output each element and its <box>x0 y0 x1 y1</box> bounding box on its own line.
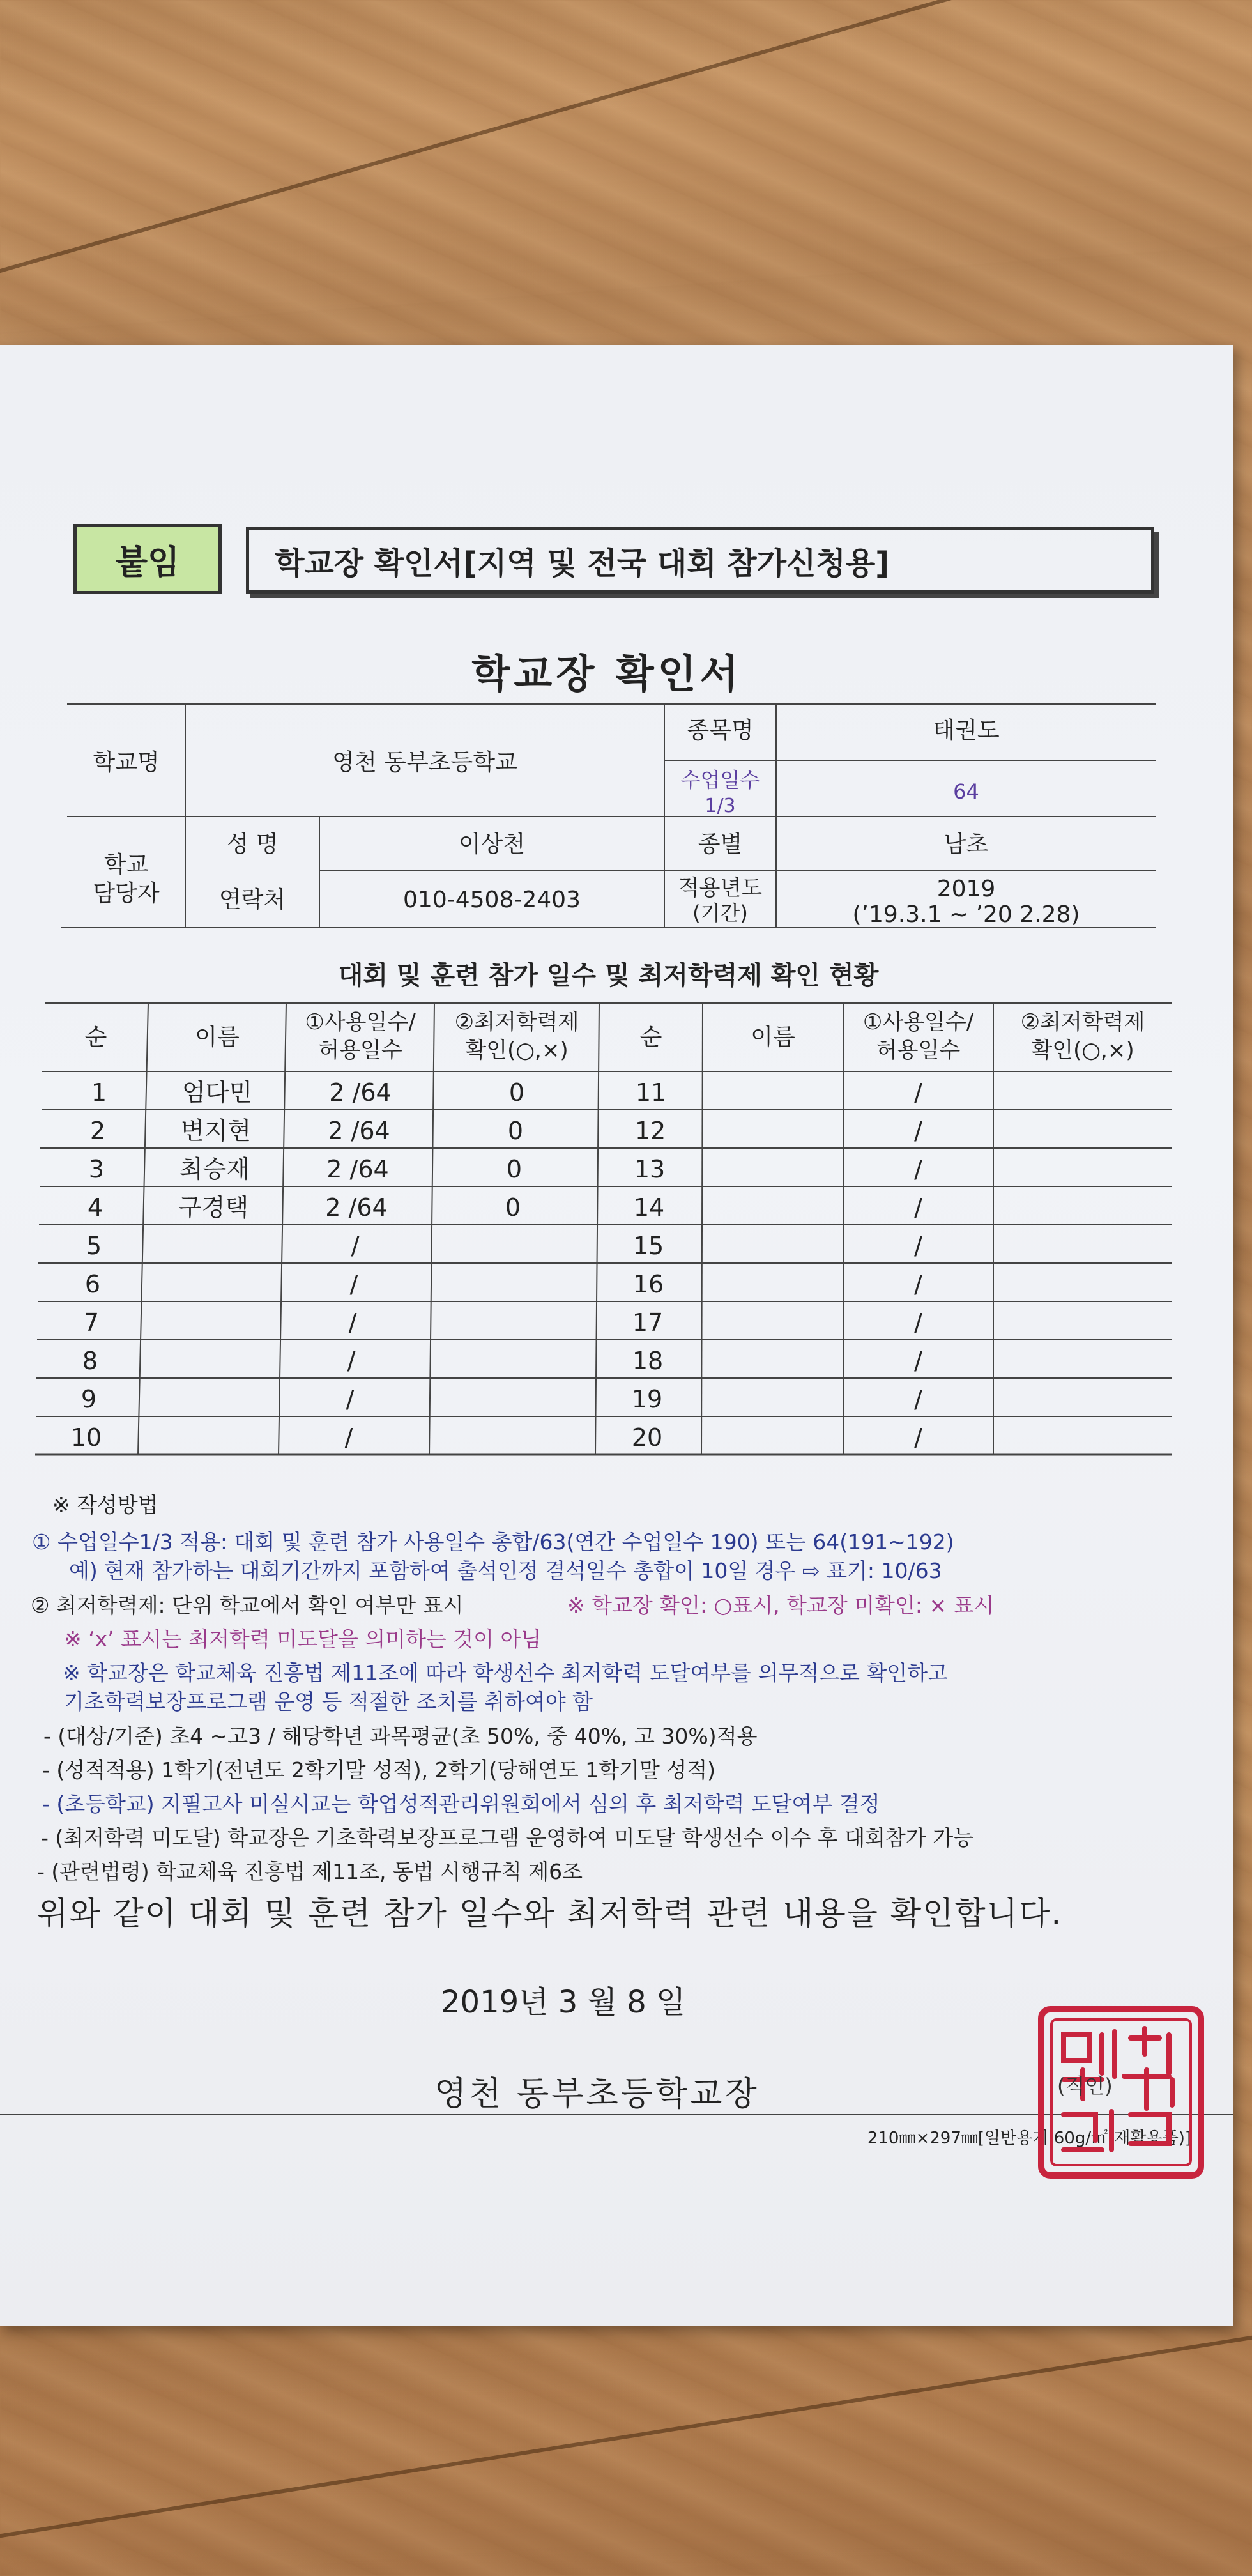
row-used: / <box>914 1423 922 1452</box>
detail-2: - (성적적용) 1학기(전년도 2학기말 성적), 2학기(당해연도 1학기말 성적) <box>42 1758 716 1782</box>
notes-heading: ※ 작성방법 <box>52 1492 158 1517</box>
seal-label: (직인) <box>1057 2074 1113 2098</box>
row-no: 9 <box>80 1385 97 1413</box>
row-no: 14 <box>633 1193 665 1222</box>
person-name-value: 이상천 <box>458 831 526 857</box>
row-used: / <box>914 1155 922 1183</box>
row-no: 2 <box>89 1117 106 1145</box>
detail-3: - (초등학교) 지필고사 미실시교는 학업성적관리위원회에서 심의 후 최저학력 도달여부 결정 <box>42 1791 880 1816</box>
row-name: 엄다민 <box>181 1078 253 1107</box>
header-min-left-line1: ②최저학력제 <box>454 1009 579 1035</box>
row-check: 0 <box>507 1117 524 1145</box>
row-name: 변지현 <box>180 1117 252 1145</box>
contact-label: 연락처 <box>218 887 286 913</box>
manager-label-line2: 담당자 <box>93 880 160 907</box>
contact-value: 010-4508-2403 <box>403 887 581 913</box>
floor-gap <box>0 0 1252 283</box>
row-no: 13 <box>634 1155 666 1183</box>
row-used: / <box>914 1078 922 1107</box>
floor-gap <box>0 2313 1252 2547</box>
manager-label-line1: 학교 <box>103 852 149 878</box>
note-3: ※ ‘x’ 표시는 최저학력 미도달을 의미하는 것이 아님 <box>64 1627 542 1652</box>
row-used: / <box>914 1193 922 1222</box>
row-used: / <box>348 1308 357 1337</box>
status-table-title: 대회 및 훈련 참가 일수 및 최저학력제 확인 현황 <box>338 961 879 990</box>
header-used-left-line1: ①사용일수/ <box>305 1009 416 1035</box>
note-2-line-2: ※ 학교장 확인: ○표시, 학교장 미확인: × 표시 <box>567 1593 995 1618</box>
row-check: 0 <box>508 1078 525 1107</box>
year-label-line2: (기간) <box>692 901 748 925</box>
period-value: (’19.3.1 ~ ’20 2.28) <box>852 901 1080 928</box>
row-name: 구경택 <box>178 1193 249 1222</box>
row-used: / <box>351 1232 360 1260</box>
header-min-right-line1: ②최저학력제 <box>1020 1009 1145 1035</box>
note-1-line-2: 예) 현재 참가하는 대회기간까지 포함하여 출석인정 결석일수 총합이 10일 경우 ⇨ 표기: 10/63 <box>69 1558 942 1583</box>
header-min-left-line2: 확인(○,×) <box>465 1038 569 1063</box>
sport-value: 태권도 <box>933 717 1000 744</box>
row-used: / <box>914 1385 922 1413</box>
class-days-value: 64 <box>953 779 979 804</box>
paper-spec-footer: 210㎜×297㎜[일반용지 60g/㎡(재활용품)] <box>867 2129 1191 2148</box>
document-title: 학교장 확인서 <box>471 650 742 697</box>
attachment-badge: 붙임 <box>73 524 222 594</box>
header-name-right: 이름 <box>751 1024 795 1050</box>
header-title: 학교장 확인서[지역 및 전국 대회 참가신청용] <box>246 527 1154 594</box>
row-no: 7 <box>83 1308 100 1337</box>
row-check: 0 <box>505 1193 521 1222</box>
header-no-right: 순 <box>639 1024 662 1050</box>
person-name-label: 성 명 <box>226 831 279 857</box>
row-used: / <box>914 1270 922 1298</box>
header-used-left-line2: 허용일수 <box>318 1038 402 1063</box>
row-name: 최승재 <box>179 1155 250 1183</box>
header-no-left: 순 <box>84 1024 107 1050</box>
row-no: 1 <box>91 1078 107 1107</box>
row-check: 0 <box>506 1155 523 1183</box>
row-no: 10 <box>70 1423 102 1452</box>
row-no: 11 <box>635 1078 667 1107</box>
document-page <box>0 345 1233 2326</box>
issue-date: 2019년 3 월 8 일 <box>441 1984 686 2020</box>
detail-5: - (관련법령) 학교체육 진흥법 제11조, 동법 시행규칙 제6조 <box>37 1859 583 1884</box>
header-used-right-line1: ①사용일수/ <box>862 1009 974 1035</box>
row-used: 2 /64 <box>325 1193 388 1222</box>
row-used: 2 /64 <box>326 1155 389 1183</box>
row-used: / <box>346 1385 355 1413</box>
row-used: / <box>914 1117 922 1145</box>
note-4-line-2: 기초학력보장프로그램 운영 등 적절한 조치를 취하여야 함 <box>64 1689 593 1714</box>
row-no: 15 <box>632 1232 664 1260</box>
confirmation-statement: 위와 같이 대회 및 훈련 참가 일수와 최저학력 관련 내용을 확인합니다. <box>37 1895 1063 1932</box>
row-used: / <box>914 1347 922 1375</box>
school-name-value: 영천 동부초등학교 <box>332 749 517 776</box>
row-used: / <box>349 1270 358 1298</box>
class-days-label-line1: 수업일수 <box>680 768 760 792</box>
header-min-right-line2: 확인(○,×) <box>1031 1038 1134 1063</box>
row-no: 12 <box>634 1117 666 1145</box>
row-no: 17 <box>632 1308 664 1337</box>
school-name-label: 학교명 <box>93 749 160 776</box>
note-4-line-1: ※ 학교장은 학교체육 진흥법 제11조에 따라 학생선수 최저학력 도달여부를 의무적으로 확인하고 <box>63 1660 948 1685</box>
header-used-right-line2: 허용일수 <box>876 1038 961 1063</box>
row-used: / <box>914 1232 922 1260</box>
class-days-label-line2: 1/3 <box>705 795 736 817</box>
year-label-line1: 적용년도 <box>678 875 763 901</box>
year-value: 2019 <box>936 876 996 902</box>
row-no: 19 <box>631 1385 663 1413</box>
row-no: 3 <box>88 1155 105 1183</box>
row-no: 18 <box>632 1347 664 1375</box>
gender-value: 남초 <box>943 831 989 857</box>
row-no: 5 <box>86 1232 102 1260</box>
detail-4: - (최저학력 미도달) 학교장은 기초학력보장프로그램 운영하여 미도달 학생선수 이수 후 대회참가 가능 <box>41 1825 974 1850</box>
row-no: 8 <box>82 1347 98 1375</box>
header-name-left: 이름 <box>195 1024 240 1050</box>
row-used: / <box>344 1423 353 1452</box>
row-no: 20 <box>631 1423 663 1452</box>
row-used: 2 /64 <box>328 1117 390 1145</box>
row-no: 16 <box>632 1270 664 1298</box>
row-used: 2 /64 <box>329 1078 392 1107</box>
note-1-line-1: ① 수업일수1/3 적용: 대회 및 훈련 참가 사용일수 총합/63(연간 수업일수 190) 또는 64(191~192) <box>32 1529 954 1554</box>
gender-label: 종별 <box>698 831 743 857</box>
detail-1: - (대상/기준) 초4 ~고3 / 해당학년 과목평균(초 50%, 중 40%, 고 30%)적용 <box>43 1724 758 1749</box>
school-principal: 영천 동부초등학교장 <box>434 2075 760 2113</box>
row-no: 4 <box>87 1193 103 1222</box>
sport-label: 종목명 <box>687 717 754 744</box>
row-used: / <box>914 1308 922 1337</box>
row-used: / <box>347 1347 356 1375</box>
row-no: 6 <box>84 1270 101 1298</box>
note-2-line-1: ② 최저학력제: 단위 학교에서 확인 여부만 표시 <box>31 1593 464 1618</box>
